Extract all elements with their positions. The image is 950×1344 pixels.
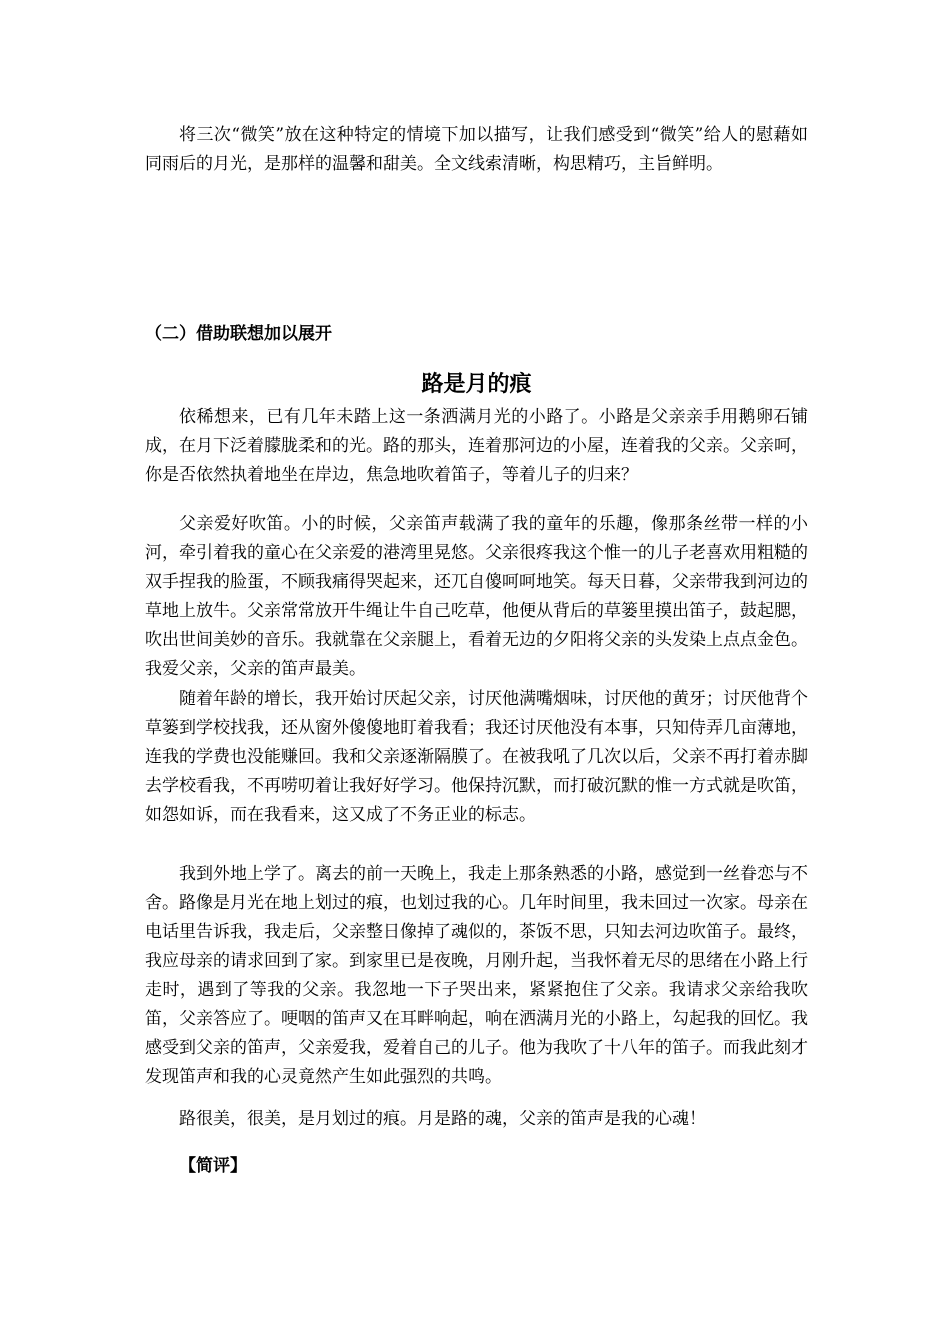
- essay-paragraph-5: 路很美，很美，是月划过的痕。月是路的魂，父亲的笛声是我的心魂！: [179, 1109, 706, 1129]
- section-heading: （二）借助联想加以展开: [145, 324, 332, 344]
- essay-paragraph-2: 父亲爱好吹笛。小的时候，父亲笛声载满了我的童年的乐趣，像那条丝带一样的小河，牵引着我的童心在父亲爱的港湾里晃悠。父亲很疼我这个惟一的儿子老喜欢用粗糙的双手捏我的脸蛋，不顾我痛得哭起来，还兀自傻呵呵地笑。每天日暮，父亲带我到河边的草地上放牛。父亲常常放开牛绳让牛自己吃草，他便从背后的草篓里摸出笛子，鼓起腮，吹出世间美妙的音乐。我就靠在父亲腿上，看着无边的夕阳将父亲的头发染上点点金色。我爱父亲，父亲的笛声最美。: [145, 514, 808, 679]
- essay-paragraph-3: 随着年龄的增长，我开始讨厌起父亲，讨厌他满嘴烟味，讨厌他的黄牙；讨厌他背个草篓到学校找我，还从窗外傻傻地盯着我看；我还讨厌他没有本事，只知侍弄几亩薄地，连我的学费也没能赚回。我和父亲逐渐隔膜了。在被我吼了几次以后，父亲不再打着赤脚去学校看我，不再唠叨着让我好好学习。他保持沉默，而打破沉默的惟一方式就是吹笛，如怨如诉，而在我看来，这又成了不务正业的标志。: [145, 689, 808, 825]
- essay-paragraph-4: 我到外地上学了。离去的前一天晚上，我走上那条熟悉的小路，感觉到一丝眷恋与不舍。路像是月光在地上划过的痕，也划过我的心。几年时间里，我未回过一次家。母亲在电话里告诉我，我走后，父亲整日像掉了魂似的，茶饭不思，只知去河边吹笛子。最终，我应母亲的请求回到了家。到家里已是夜晚，月刚升起，当我怀着无尽的思绪在小路上行走时，遇到了等我的父亲。我忽地一下子哭出来，紧紧抱住了父亲。我请求父亲给我吹笛，父亲答应了。哽咽的笛声又在耳畔响起，响在洒满月光的小路上，勾起我的回忆。我感受到父亲的笛声，父亲爱我，爱着自己的儿子。他为我吹了十八年的笛子。而我此刻才发现笛声和我的心灵竟然产生如此强烈的共鸣。: [145, 864, 808, 1087]
- intro-paragraph: 将三次“微笑”放在这种特定的情境下加以描写，让我们感受到“微笑”给人的慰藉如同雨后的月光，是那样的温馨和甜美。全文线索清晰，构思精巧，主旨鲜明。: [145, 125, 808, 174]
- essay-title: 路是月的痕: [421, 372, 532, 397]
- comment-label: 【简评】: [179, 1156, 247, 1176]
- essay-paragraph-1: 依稀想来，已有几年未踏上这一条洒满月光的小路了。小路是父亲亲手用鹅卵石铺成，在月下泛着朦胧柔和的光。路的那头，连着那河边的小屋，连着我的父亲。父亲呵，你是否依然执着地坐在岸边，焦急地吹着笛子，等着儿子的归来？: [145, 407, 808, 485]
